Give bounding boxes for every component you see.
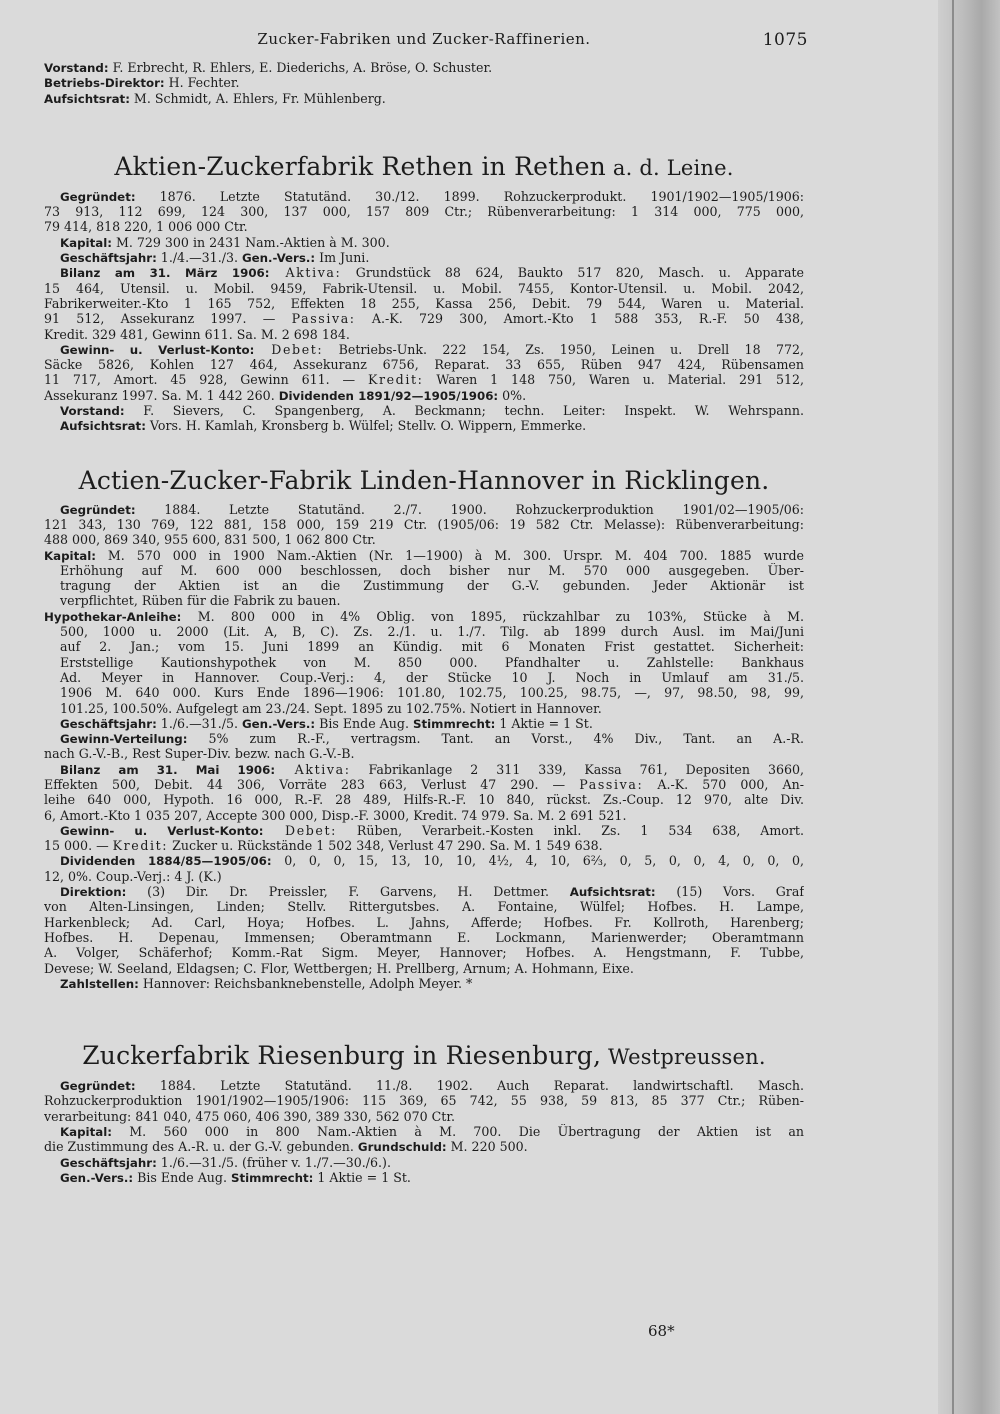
- entry-riesenburg: [44, 1039, 804, 1185]
- line: Aufsichtsrat: Vors. H. Kamlah, Kronsberg b. Wülfel; Stellv. O. Wippern, Emmerke.: [60, 418, 587, 434]
- line: Gegründet: 1884. Letzte Statutänd. 11./8. 1902. Auch Reparat. landwirtschaftl. Masch.: [60, 1078, 804, 1094]
- line: 6, Amort.-Kto 1 035 207, Accepte 300 000, Disp.-F. 3000, Kredit. 74 979. Sa. M. 2 691 521.: [44, 807, 627, 823]
- line: Effekten 500, Debit. 44 306, Vorräte 283 663, Verlust 47 290. — Passiva: A.-K. 570 000, An-: [44, 776, 804, 792]
- line: Hypothekar-Anleihe: M. 800 000 in 4% Oblig. von 1895, rückzahlbar zu 103%, Stücke à M.: [44, 608, 804, 624]
- line: Vorstand: F. Erbrecht, R. Ehlers, E. Diederichs, A. Bröse, O. Schuster.: [44, 60, 493, 75]
- label: Aufsichtsrat:: [44, 91, 130, 106]
- line: Bilanz am 31. März 1906: Aktiva: Grundstück 88 624, Baukto 517 820, Masch. u. Apparate: [60, 265, 804, 281]
- line: 73 913, 112 699, 124 300, 137 000, 157 809 Ctr.; Rübenverarbeitung: 1 314 000, 775 000,: [44, 204, 804, 220]
- line: leihe 640 000, Hypoth. 16 000, R.-F. 28 489, Hilfs-R.-F. 10 840, rückst. Zs.-Coup. 12 970, alte Div.: [44, 792, 804, 808]
- line: verarbeitung: 841 040, 475 060, 406 390, 389 330, 562 070 Ctr.: [44, 1108, 456, 1124]
- binding-gutter: [938, 0, 1000, 1414]
- line: Dividenden 1884/85—1905/06: 0, 0, 0, 15, 13, 10, 10, 4½, 4, 10, 6⅔, 0, 5, 0, 0, 4, 0, 0, 0,: [60, 853, 804, 869]
- line: Kapital: M. 729 300 in 2431 Nam.-Aktien à M. 300.: [60, 234, 390, 250]
- page-number: 1075: [762, 30, 808, 50]
- line: Aufsichtsrat: M. Schmidt, A. Ehlers, Fr. Mühlenberg.: [44, 90, 386, 106]
- line: Ad. Meyer in Hannover. Coup.-Verj.: 4, der Stücke 10 J. Noch in Umlauf am 31./5.: [60, 669, 804, 685]
- line: Gegründet: 1876. Letzte Statutänd. 30./12. 1899. Rohzuckerprodukt. 1901/1902—1905/1906:: [60, 188, 804, 204]
- line: Bilanz am 31. Mai 1906: Aktiva: Fabrikanlage 2 311 339, Kassa 761, Depositen 3660,: [60, 761, 804, 777]
- label: Betriebs-Direktor:: [44, 76, 165, 91]
- text-column: [44, 30, 808, 1185]
- line: Gegründet: 1884. Letzte Statutänd. 2./7. 1900. Rohzuckerproduktion 1901/02—1905/06:: [60, 501, 804, 517]
- line: 91 512, Assekuranz 1997. — Passiva: A.-K. 729 300, Amort.-Kto 1 588 353, R.-F. 50 438,: [44, 311, 804, 327]
- entry-title: Zuckerfabrik Riesenburg in Riesenburg, Westpreussen.: [82, 1041, 766, 1071]
- line: 500, 1000 u. 2000 (Lit. A, B, C). Zs. 2./1. u. 1./7. Tilg. ab 1899 durch Ausl. im Mai/Juni: [60, 624, 804, 640]
- entry-linden: [44, 464, 804, 992]
- line: die Zustimmung des A.-R. u. der G.-V. gebunden. Grundschuld: M. 220 500.: [44, 1139, 528, 1155]
- line: 1906 M. 640 000. Kurs Ende 1896—1906: 101.80, 102.75, 100.25, 98.75, —, 97, 98.50, 98, 99,: [60, 685, 804, 701]
- line: Hofbes. H. Depenau, Immensen; Oberamtmann E. Lockmann, Marienwerder; Oberamtmann: [44, 929, 804, 945]
- line: Geschäftsjahr: 1./6.—31./5. Gen.-Vers.: Bis Ende Aug. Stimmrecht: 1 Aktie = 1 St.: [60, 715, 593, 731]
- line: Zahlstellen: Hannover: Reichsbanknebenstelle, Adolph Meyer. *: [60, 975, 473, 991]
- line: 101.25, 100.50%. Aufgelegt am 23./24. Sept. 1895 zu 102.75%. Notiert in Hannover.: [60, 700, 602, 716]
- line: Devese; W. Seeland, Eldagsen; C. Flor, Wettbergen; H. Prellberg, Arnum; A. Hohmann, Eixe.: [44, 960, 634, 976]
- line: Gewinn- u. Verlust-Konto: Debet: Rüben, Verarbeit.-Kosten inkl. Zs. 1 534 638, Amort.: [60, 822, 804, 838]
- line: 11 717, Amort. 45 928, Gewinn 611. — Kredit: Waren 1 148 750, Waren u. Material. 291 512,: [44, 372, 804, 388]
- line: Gewinn-Verteilung: 5% zum R.-F., vertragsm. Tant. an Vorst., 4% Div., Tant. an A.-R.: [60, 731, 804, 747]
- line: 15 000. — Kredit: Zucker u. Rückstände 1 502 348, Verlust 47 290. Sa. M. 1 549 638.: [44, 838, 603, 854]
- line: Geschäftsjahr: 1./4.—31./3. Gen.-Vers.: Im Juni.: [60, 250, 370, 266]
- line: auf 2. Jan.; vom 15. Juni 1899 an Kündig. mit 6 Monaten Frist gestattet. Sicherheit:: [60, 639, 804, 655]
- label: Vorstand:: [44, 61, 109, 75]
- running-title: Zucker-Fabriken und Zucker-Raffinerien.: [257, 30, 591, 48]
- line: nach G.-V.-B., Rest Super-Div. bezw. nach G.-V.-B.: [44, 746, 355, 762]
- line: verpflichtet, Rüben für die Fabrik zu bauen.: [60, 593, 341, 609]
- line: Rohzuckerproduktion 1901/1902—1905/1906: 115 369, 65 742, 55 938, 59 813, 85 377 Ctr.; Rüben-: [44, 1093, 804, 1109]
- line: Geschäftsjahr: 1./6.—31./5. (früher v. 1./7.—30./6.).: [60, 1154, 391, 1170]
- line: 79 414, 818 220, 1 006 000 Ctr.: [44, 219, 248, 235]
- line: Erhöhung auf M. 600 000 beschlossen, doch bisher nur M. 570 000 ausgegeben. Über-: [60, 562, 804, 578]
- line: Erststellige Kautionshypothek von M. 850 000. Pfandhalter u. Zahlstelle: Bankhaus: [60, 654, 804, 670]
- line: Kapital: M. 560 000 in 800 Nam.-Aktien à M. 700. Die Übertragung der Aktien ist an: [60, 1124, 804, 1140]
- line: Säcke 5826, Kohlen 127 464, Assekuranz 6756, Reparat. 33 655, Rüben 947 424, Rübensamen: [44, 357, 804, 373]
- line: Gewinn- u. Verlust-Konto: Debet: Betriebs-Unk. 222 154, Zs. 1950, Leinen u. Drell 18 772,: [60, 341, 804, 357]
- line: Kredit. 329 481, Gewinn 611. Sa. M. 2 698 184.: [44, 326, 350, 342]
- entry-title: Aktien-Zuckerfabrik Rethen in Rethen a. d. Leine.: [114, 151, 734, 181]
- line: Harkenbleck; Ad. Carl, Hoya; Hofbes. L. Jahns, Afferde; Hofbes. Fr. Kollroth, Harenberg;: [44, 914, 804, 930]
- line: Kapital: M. 570 000 in 1900 Nam.-Aktien (Nr. 1—1900) à M. 300. Urspr. M. 404 700. 1885 wurde: [44, 547, 804, 563]
- running-head: [44, 30, 808, 60]
- line: von Alten-Linsingen, Linden; Stellv. Rittergutsbes. A. Fontaine, Wülfel; Hofbes. H. Lampe,: [44, 899, 804, 915]
- entry-title: Actien-Zucker-Fabrik Linden-Hannover in Ricklingen.: [78, 465, 770, 495]
- line: Betriebs-Direktor: H. Fechter.: [44, 75, 240, 91]
- line: 121 343, 130 769, 122 881, 158 000, 159 219 Ctr. (1905/06: 19 582 Ctr. Melasse): Rübenverarbeitung:: [44, 516, 804, 532]
- line: Gen.-Vers.: Bis Ende Aug. Stimmrecht: 1 Aktie = 1 St.: [60, 1169, 411, 1185]
- line: Assekuranz 1997. Sa. M. 1 442 260. Dividenden 1891/92—1905/1906: 0%.: [44, 387, 527, 403]
- line: Vorstand: F. Sievers, C. Spangenberg, A. Beckmann; techn. Leiter: Inspekt. W. Wehrspann.: [60, 403, 804, 419]
- line: Fabrikerweiter.-Kto 1 165 752, Effekten 18 255, Kassa 256, Debit. 79 544, Waren u. Material.: [44, 295, 804, 311]
- entry-rethen: [44, 150, 804, 434]
- line: Direktion: (3) Dir. Dr. Preissler, F. Garvens, H. Dettmer. Aufsichtsrat: (15) Vors. Graf: [60, 884, 804, 900]
- line: tragung der Aktien ist an die Zustimmung der G.-V. gebunden. Jeder Aktionär ist: [60, 578, 804, 594]
- top-entry: [44, 60, 804, 106]
- line: 12, 0%. Coup.-Verj.: 4 J. (K.): [44, 868, 222, 884]
- line: 488 000, 869 340, 955 600, 831 500, 1 062 800 Ctr.: [44, 532, 376, 548]
- line: A. Volger, Schäferhof; Komm.-Rat Sigm. Meyer, Hannover; Hofbes. A. Hengstmann, F. Tubbe,: [44, 945, 804, 961]
- line: 15 464, Utensil. u. Mobil. 9459, Fabrik-Utensil. u. Mobil. 7455, Kontor-Utensil. u. Mobil. 2042,: [44, 280, 804, 296]
- signature-mark: 68*: [648, 1322, 675, 1340]
